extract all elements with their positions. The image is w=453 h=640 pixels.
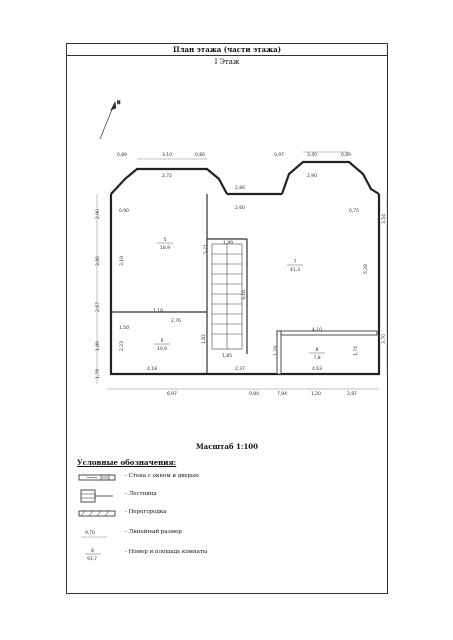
dim-label: 2,60 xyxy=(235,206,246,211)
svg-text:7: 7 xyxy=(293,260,297,265)
dim-label: 5,21 xyxy=(204,243,209,254)
dim-label: 1,74 xyxy=(354,345,359,356)
dim-label: 5,28 xyxy=(364,263,369,274)
svg-text:5: 5 xyxy=(163,238,167,243)
dim-label: 2,90 xyxy=(307,174,318,179)
legend-label: - Номер и площадь комнаты xyxy=(125,549,208,555)
dim-label: 2,37 xyxy=(235,367,246,372)
partition-icon xyxy=(77,506,117,522)
dim-label: 2,86 xyxy=(235,186,246,191)
room-6 xyxy=(154,338,170,352)
dim-label: 3,70 xyxy=(382,333,387,344)
dim-label: 2,23 xyxy=(120,340,125,351)
floor-label: I Этаж xyxy=(214,58,240,66)
dim-label: 4,63 xyxy=(312,367,323,372)
svg-text:41,3: 41,3 xyxy=(289,268,301,273)
legend-item xyxy=(77,488,377,504)
legend-heading: Условные обозначения: xyxy=(77,458,177,467)
dim-label: 1,82 xyxy=(202,333,207,344)
dim-label: 7,94 xyxy=(277,392,288,397)
dim-label: 0,84 xyxy=(249,392,260,397)
legend-label: - Стена с окном и дверью xyxy=(125,473,199,479)
dim-label: 0,97 xyxy=(274,153,285,158)
dim-label: 0,89 xyxy=(341,153,352,158)
svg-text:10,9: 10,9 xyxy=(156,347,168,352)
dim-label: 1,20 xyxy=(311,392,322,397)
legend-item xyxy=(77,526,377,542)
svg-text:7,8: 7,8 xyxy=(313,356,321,361)
dim-label: 2,87 xyxy=(347,392,358,397)
dim-label: 0,75 xyxy=(349,209,360,214)
north-arrow-icon xyxy=(100,100,120,139)
legend-label: - Перегородка xyxy=(125,509,167,515)
dimension-sample: 9,70 xyxy=(85,531,96,536)
dim-label: 2,72 xyxy=(162,174,173,179)
wall-window-door-icon xyxy=(77,470,117,486)
legend-item xyxy=(77,546,377,562)
svg-text:18,9: 18,9 xyxy=(159,246,171,251)
dim-label: 0,80 xyxy=(195,153,206,158)
dim-label: 1,10 xyxy=(153,309,164,314)
partition-wall xyxy=(277,331,377,374)
room-area-sample: 93,7 xyxy=(87,557,98,562)
legend-item xyxy=(77,506,377,522)
dim-label: 3,19 xyxy=(120,255,125,266)
legend-label: - Лестница xyxy=(125,491,157,497)
dim-label: 2,67 xyxy=(96,301,101,312)
dim-label: 1,79 xyxy=(96,368,101,379)
scale-label: Масштаб 1:100 xyxy=(195,442,259,451)
dim-label: 3,80 xyxy=(96,255,101,266)
dimension-icon xyxy=(77,526,117,542)
dim-label: 6,97 xyxy=(167,392,178,397)
floor-plan xyxy=(67,44,389,404)
room-7 xyxy=(287,259,303,273)
dim-label: 1,89 xyxy=(96,340,101,351)
dim-label: 0,89 xyxy=(117,153,128,158)
room-5 xyxy=(157,237,173,251)
dim-label: 1,99 xyxy=(223,241,234,246)
dim-label: 1,29 xyxy=(274,345,279,356)
legend-item xyxy=(77,470,377,486)
dim-label: 4,10 xyxy=(312,328,323,333)
page-title: План этажа (части этажа) xyxy=(67,44,387,56)
drawing-frame xyxy=(66,43,388,594)
stairs-icon xyxy=(212,244,242,349)
dim-label: 2,76 xyxy=(171,319,182,324)
dim-label: 0,90 xyxy=(119,209,130,214)
svg-text:6: 6 xyxy=(160,339,164,344)
dim-label: 3,40 xyxy=(307,153,318,158)
north-label: N xyxy=(117,101,121,106)
outer-walls xyxy=(111,162,379,374)
dim-label: 2,90 xyxy=(96,208,101,219)
dim-label: 4,18 xyxy=(147,367,158,372)
room-number-icon xyxy=(77,546,117,562)
svg-text:8: 8 xyxy=(315,348,319,353)
dim-label: 1,50 xyxy=(119,326,130,331)
stairs-icon xyxy=(77,488,117,504)
dim-label: 1,85 xyxy=(222,354,233,359)
room-8 xyxy=(309,347,325,361)
dim-label: 3,54 xyxy=(382,213,387,224)
legend-label: - Линейный размер xyxy=(125,529,182,535)
dim-label: 3,16 xyxy=(242,289,247,300)
dim-label: 3,10 xyxy=(162,153,173,158)
room-number-sample: 8 xyxy=(91,549,94,554)
